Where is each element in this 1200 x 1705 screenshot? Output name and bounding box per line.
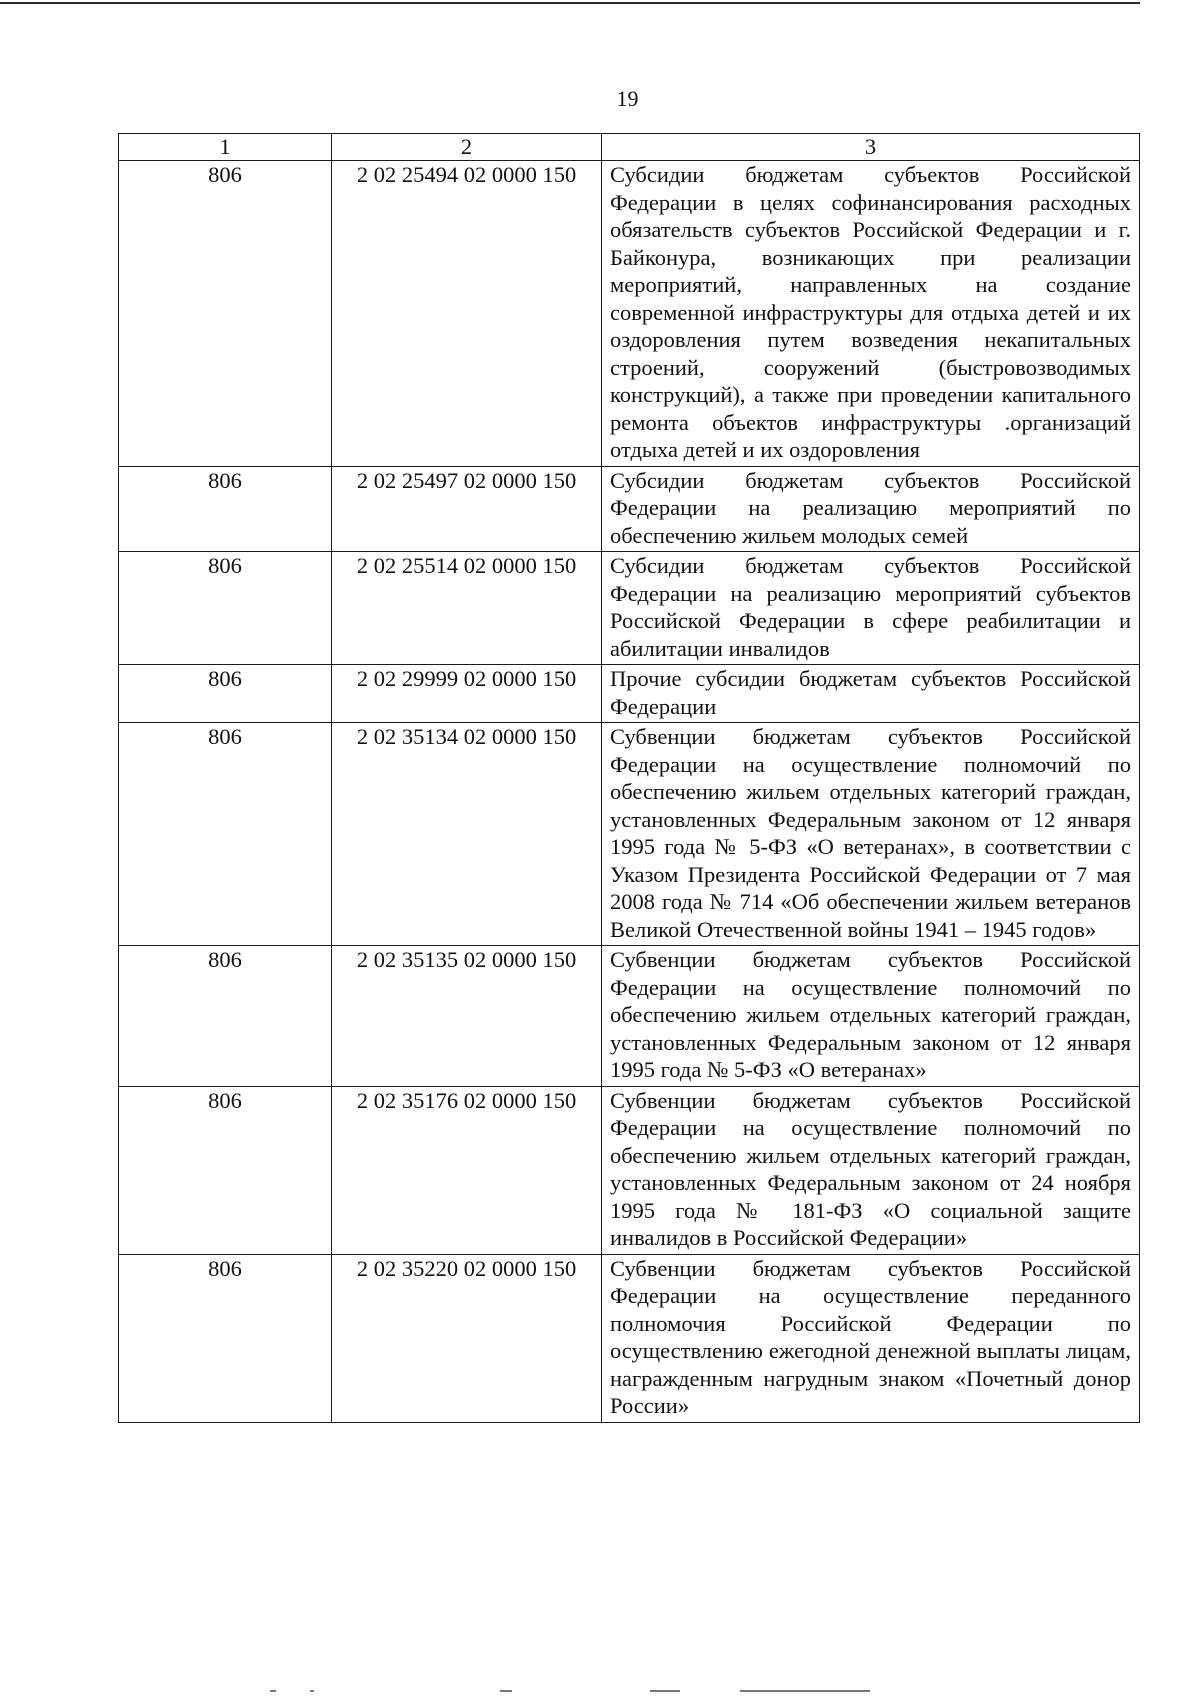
header-col-2: 2 xyxy=(332,134,602,161)
description-cell: Субсидии бюджетам субъектов Российской Федерации на реализацию мероприятий по обеспечению жильем молодых семей xyxy=(602,466,1140,552)
budget-code-cell: 2 02 29999 02 0000 150 xyxy=(332,665,602,723)
header-col-3: 3 xyxy=(602,134,1140,161)
budget-code-cell: 2 02 35176 02 0000 150 xyxy=(332,1086,602,1254)
budget-code-cell: 2 02 25494 02 0000 150 xyxy=(332,161,602,467)
table-row xyxy=(119,161,1140,467)
budget-classification-table xyxy=(118,133,1140,1423)
admin-code-cell: 806 xyxy=(119,466,332,552)
description-cell: Субвенции бюджетам субъектов Российской Федерации на осуществление полномочий по обеспечению жильем отдельных категорий граждан, установленных Федеральным законом от 12 января 1995 года № 5-ФЗ «О ветеранах» xyxy=(602,946,1140,1087)
scan-speck xyxy=(650,1690,680,1692)
admin-code-cell: 806 xyxy=(119,1086,332,1254)
description-cell: Субсидии бюджетам субъектов Российской Федерации в целях софинансирования расходных обязательств субъектов Российской Федерации и г. Байконура, возникающих при реализации мероприятий, направленных на создание современной инфраструктуры для отдыха детей и их оздоровления путем возведения некапитальных строений, сооружений (быстровозводимых конструкций), а также при проведении капитального ремонта объектов инфраструктуры .организаций отдыха детей и их оздоровления xyxy=(602,161,1140,467)
table-row xyxy=(119,1086,1140,1254)
budget-code-cell: 2 02 35134 02 0000 150 xyxy=(332,723,602,946)
page-number: 19 xyxy=(616,86,639,111)
header-col-1: 1 xyxy=(119,134,332,161)
scan-speck xyxy=(740,1690,870,1692)
scan-edge-line xyxy=(0,2,1140,4)
scan-speck xyxy=(500,1690,512,1692)
table-row xyxy=(119,723,1140,946)
table-row xyxy=(119,946,1140,1087)
description-cell: Субвенции бюджетам субъектов Российской Федерации на осуществление переданного полномочия Российской Федерации по осуществлению ежегодной денежной выплаты лицам, награжденным нагрудным знаком «Почетный донор России» xyxy=(602,1254,1140,1422)
table-row xyxy=(119,466,1140,552)
admin-code-cell: 806 xyxy=(119,665,332,723)
description-cell: Субвенции бюджетам субъектов Российской Федерации на осуществление полномочий по обеспечению жильем отдельных категорий граждан, установленных Федеральным законом от 24 ноября 1995 года № 181-ФЗ «О социальной защите инвалидов в Российской Федерации» xyxy=(602,1086,1140,1254)
table-row xyxy=(119,665,1140,723)
scan-speck xyxy=(310,1690,314,1692)
table-row xyxy=(119,1254,1140,1422)
budget-code-cell: 2 02 25514 02 0000 150 xyxy=(332,552,602,665)
scan-speck xyxy=(270,1690,276,1692)
admin-code-cell: 806 xyxy=(119,723,332,946)
admin-code-cell: 806 xyxy=(119,552,332,665)
budget-code-cell: 2 02 25497 02 0000 150 xyxy=(332,466,602,552)
description-cell: Субсидии бюджетам субъектов Российской Федерации на реализацию мероприятий субъектов Российской Федерации в сфере реабилитации и абилитации инвалидов xyxy=(602,552,1140,665)
admin-code-cell: 806 xyxy=(119,161,332,467)
description-cell: Прочие субсидии бюджетам субъектов Российской Федерации xyxy=(602,665,1140,723)
admin-code-cell: 806 xyxy=(119,946,332,1087)
scan-artifacts xyxy=(270,1690,870,1694)
table-row xyxy=(119,552,1140,665)
description-cell: Субвенции бюджетам субъектов Российской Федерации на осуществление полномочий по обеспечению жильем отдельных категорий граждан, установленных Федеральным законом от 12 января 1995 года № 5-ФЗ «О ветеранах», в соответствии с Указом Президента Российской Федерации от 7 мая 2008 года № 714 «Об обеспечении жильем ветеранов Великой Отечественной войны 1941 – 1945 годов» xyxy=(602,723,1140,946)
budget-code-cell: 2 02 35135 02 0000 150 xyxy=(332,946,602,1087)
budget-code-cell: 2 02 35220 02 0000 150 xyxy=(332,1254,602,1422)
table-header-row xyxy=(119,134,1140,161)
admin-code-cell: 806 xyxy=(119,1254,332,1422)
